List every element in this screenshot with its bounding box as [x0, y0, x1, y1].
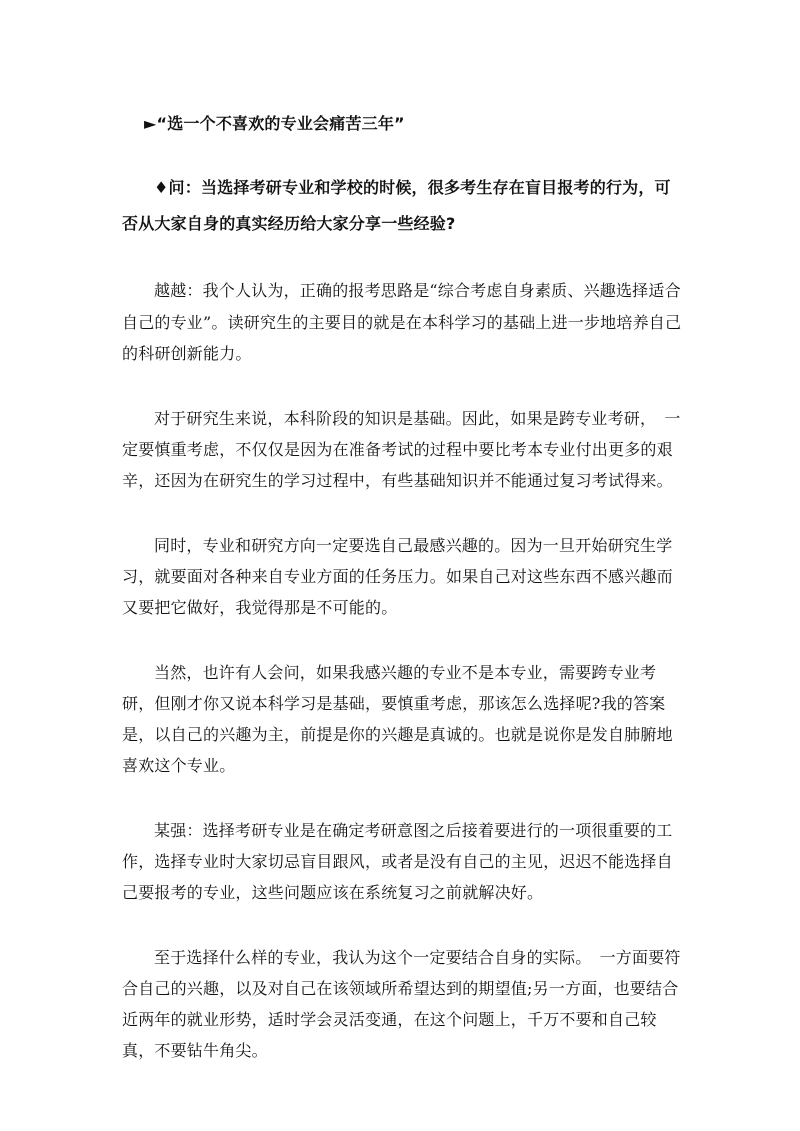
paragraph-4-line-1: 当然，也许有人会问，如果我感兴趣的专业不是本专业，需要跨专业考 — [154, 663, 657, 682]
paragraph-6-line-3: 近两年的就业形势，适时学会灵活变通，在这个问题上，千万不要和自己较 — [122, 1010, 657, 1029]
paragraph-5-line-3: 己要报考的专业，这些问题应该在系统复习之前就解决好。 — [122, 883, 544, 902]
paragraph-4-line-3: 是，以自己的兴趣为主，前提是你的兴趣是真诚的。也就是说你是发自肺腑地 — [122, 725, 673, 744]
paragraph-1-line-2: 自己的专业”。读研究生的主要目的就是在本科学习的基础上进一步地培养自己 — [122, 313, 682, 332]
paragraph-6-line-1: 至于选择什么样的专业，我认为这个一定要结合自身的实际。 一方面要符 — [154, 948, 681, 967]
paragraph-4-line-4: 喜欢这个专业。 — [122, 756, 236, 775]
paragraph-1-line-3: 的科研创新能力。 — [122, 344, 252, 363]
paragraph-1-line-1: 越越：我个人认为，正确的报考思路是“综合考虑自身素质、兴趣选择适合 — [154, 281, 681, 300]
paragraph-5-line-1: 某强：选择考研专业是在确定考研意图之后接着要进行的一项很重要的工 — [154, 821, 673, 840]
question-line-1: ♦问：当选择考研专业和学校的时候，很多考生存在盲目报考的行为，可 — [154, 178, 671, 197]
paragraph-5-line-2: 作，选择专业时大家切忌盲目跟风，或者是没有自己的主见，迟迟不能选择自 — [122, 852, 673, 871]
paragraph-3-line-2: 习，就要面对各种来自专业方面的任务压力。如果自己对这些东西不感兴趣而 — [122, 567, 673, 586]
paragraph-6-line-2: 合自己的兴趣，以及对自己在该领域所希望达到的期望值;另一方面，也要结合 — [122, 979, 679, 998]
paragraph-2-line-3: 辛，还因为在研究生的学习过程中，有些基础知识并不能通过复习考试得来。 — [122, 471, 673, 490]
paragraph-2-line-2: 定要慎重考虑，不仅仅是因为在准备考试的过程中要比考本专业付出更多的艰 — [122, 440, 673, 459]
paragraph-2-line-1: 对于研究生来说，本科阶段的知识是基础。因此，如果是跨专业考研， 一 — [154, 409, 681, 428]
question-line-2: 否从大家自身的真实经历给大家分享一些经验? — [122, 214, 456, 233]
paragraph-3-line-3: 又要把它做好，我觉得那是不可能的。 — [122, 598, 398, 617]
paragraph-3-line-1: 同时，专业和研究方向一定要选自己最感兴趣的。因为一旦开始研究生学 — [154, 536, 673, 555]
paragraph-4-line-2: 研，但刚才你又说本科学习是基础，要慎重考虑，那该怎么选择呢?我的答案 — [122, 694, 666, 713]
section-heading: ►“选一个不喜欢的专业会痛苦三年” — [144, 114, 405, 133]
paragraph-6-line-4: 真，不要钻牛角尖。 — [122, 1041, 268, 1060]
